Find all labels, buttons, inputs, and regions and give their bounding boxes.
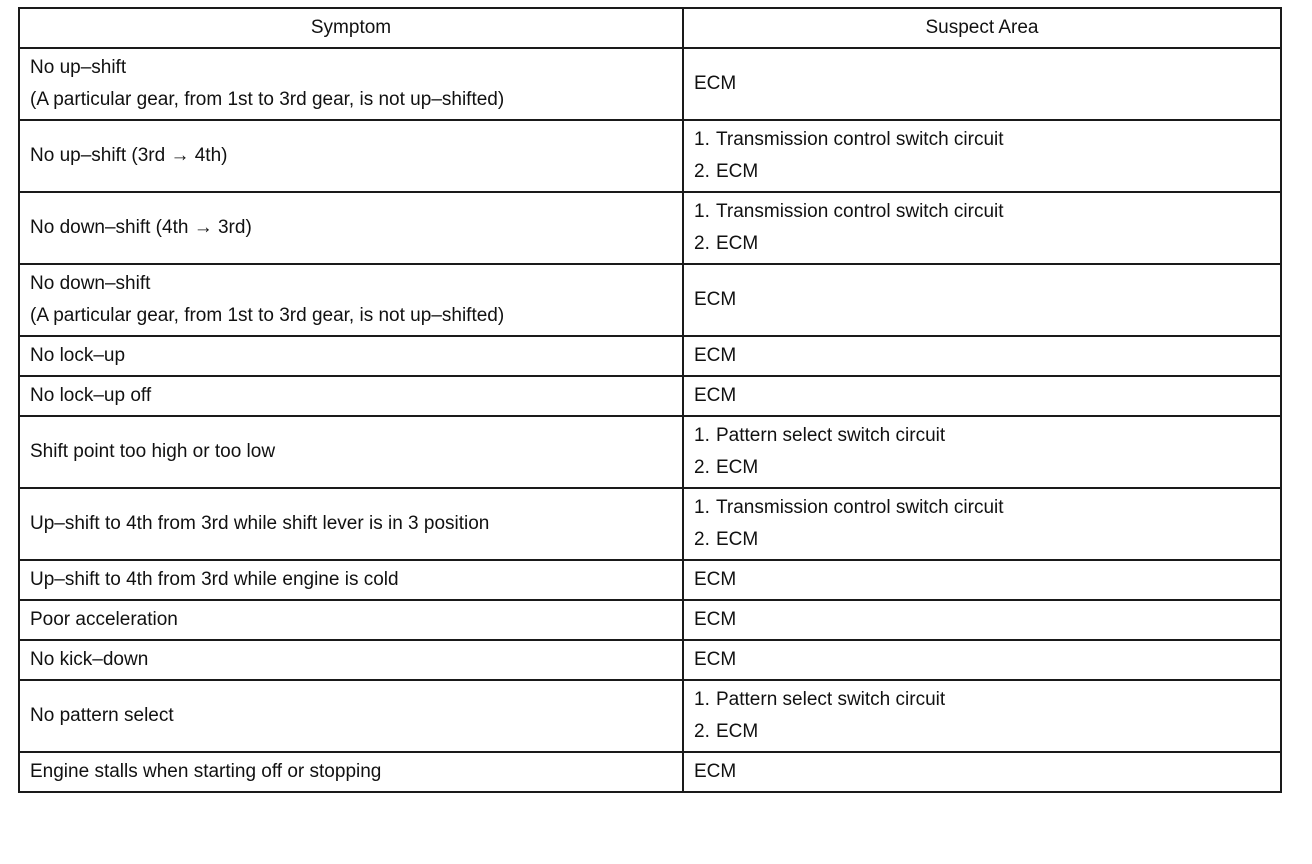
symptom-cell xyxy=(19,192,683,264)
symptom-cell xyxy=(19,416,683,488)
item-number: 1. xyxy=(694,129,710,150)
item-number: 2. xyxy=(694,457,710,478)
suspect-item xyxy=(694,716,1280,748)
suspect-text: ECM xyxy=(694,609,737,630)
symptom-cell xyxy=(19,600,683,640)
suspect-item xyxy=(694,452,1280,484)
symptom-text: Up–shift to 4th from 3rd while engine is cold xyxy=(30,569,399,590)
header-symptom: Symptom xyxy=(19,8,683,48)
symptom-text: No down–shift (4th → 3rd) xyxy=(30,217,252,238)
suspect-text: ECM xyxy=(694,289,737,310)
suspect-cell xyxy=(683,680,1281,752)
suspect-text: Pattern select switch circuit xyxy=(716,425,946,446)
symptom-text: Up–shift to 4th from 3rd while shift lever is in 3 position xyxy=(30,513,490,534)
symptom-cell xyxy=(19,120,683,192)
symptom-text: No pattern select xyxy=(30,705,174,726)
suspect-cell xyxy=(683,752,1281,792)
item-number: 1. xyxy=(694,425,710,446)
suspect-text: ECM xyxy=(694,569,737,590)
table-row xyxy=(19,640,1281,680)
suspect-cell xyxy=(683,120,1281,192)
suspect-text: ECM xyxy=(716,233,759,254)
suspect-text: ECM xyxy=(694,649,737,670)
item-number: 2. xyxy=(694,529,710,550)
symptom-text: No lock–up off xyxy=(30,385,152,406)
suspect-text: ECM xyxy=(694,761,737,782)
table-row xyxy=(19,192,1281,264)
suspect-text: Transmission control switch circuit xyxy=(716,129,1004,150)
suspect-text: ECM xyxy=(716,721,759,742)
symptom-cell xyxy=(19,488,683,560)
header-suspect-area: Suspect Area xyxy=(683,8,1281,48)
item-number: 1. xyxy=(694,201,710,222)
symptom-cell xyxy=(19,640,683,680)
item-number: 2. xyxy=(694,233,710,254)
symptom-text: No lock–up xyxy=(30,345,126,366)
suspect-cell xyxy=(683,488,1281,560)
suspect-item xyxy=(694,196,1280,228)
symptom-note: (A particular gear, from 1st to 3rd gear, is not up–shifted) xyxy=(30,305,505,326)
suspect-item xyxy=(694,524,1280,556)
symptom-cell xyxy=(19,48,683,120)
symptom-text: Engine stalls when starting off or stopping xyxy=(30,761,382,782)
suspect-text: ECM xyxy=(716,161,759,182)
symptom-cell xyxy=(19,560,683,600)
symptom-cell xyxy=(19,680,683,752)
table-row xyxy=(19,336,1281,376)
symptom-text: No kick–down xyxy=(30,649,149,670)
suspect-item xyxy=(694,684,1280,716)
item-number: 1. xyxy=(694,497,710,518)
suspect-text: ECM xyxy=(694,385,737,406)
table-row xyxy=(19,264,1281,336)
suspect-text: ECM xyxy=(716,457,759,478)
suspect-item xyxy=(694,420,1280,452)
suspect-item xyxy=(694,228,1280,260)
symptom-table xyxy=(18,7,1282,793)
symptom-note: (A particular gear, from 1st to 3rd gear, is not up–shifted) xyxy=(30,89,505,110)
symptom-cell xyxy=(19,752,683,792)
symptom-text: No down–shift xyxy=(30,273,151,294)
item-number: 2. xyxy=(694,721,710,742)
suspect-item xyxy=(694,124,1280,156)
symptom-cell xyxy=(19,336,683,376)
suspect-text: Transmission control switch circuit xyxy=(716,497,1004,518)
table-row xyxy=(19,376,1281,416)
suspect-item xyxy=(694,156,1280,188)
table-row xyxy=(19,416,1281,488)
suspect-cell xyxy=(683,560,1281,600)
troubleshooting-sheet xyxy=(18,7,1280,793)
suspect-text: Transmission control switch circuit xyxy=(716,201,1004,222)
suspect-cell xyxy=(683,48,1281,120)
item-number: 1. xyxy=(694,689,710,710)
suspect-cell xyxy=(683,600,1281,640)
table-row xyxy=(19,120,1281,192)
symptom-text: No up–shift (3rd → 4th) xyxy=(30,145,228,166)
suspect-cell xyxy=(683,416,1281,488)
suspect-item xyxy=(694,492,1280,524)
suspect-cell xyxy=(683,376,1281,416)
table-header-row xyxy=(19,8,1281,48)
symptom-text: Shift point too high or too low xyxy=(30,441,276,462)
suspect-text: ECM xyxy=(716,529,759,550)
suspect-text: Pattern select switch circuit xyxy=(716,689,946,710)
symptom-cell xyxy=(19,264,683,336)
symptom-cell xyxy=(19,376,683,416)
table-row xyxy=(19,752,1281,792)
suspect-cell xyxy=(683,640,1281,680)
item-number: 2. xyxy=(694,161,710,182)
suspect-text: ECM xyxy=(694,73,737,94)
suspect-cell xyxy=(683,336,1281,376)
suspect-text: ECM xyxy=(694,345,737,366)
table-row xyxy=(19,680,1281,752)
symptom-text: No up–shift xyxy=(30,57,127,78)
table-row xyxy=(19,560,1281,600)
suspect-cell xyxy=(683,264,1281,336)
symptom-text: Poor acceleration xyxy=(30,609,178,630)
suspect-cell xyxy=(683,192,1281,264)
table-row xyxy=(19,488,1281,560)
table-row xyxy=(19,48,1281,120)
table-row xyxy=(19,600,1281,640)
